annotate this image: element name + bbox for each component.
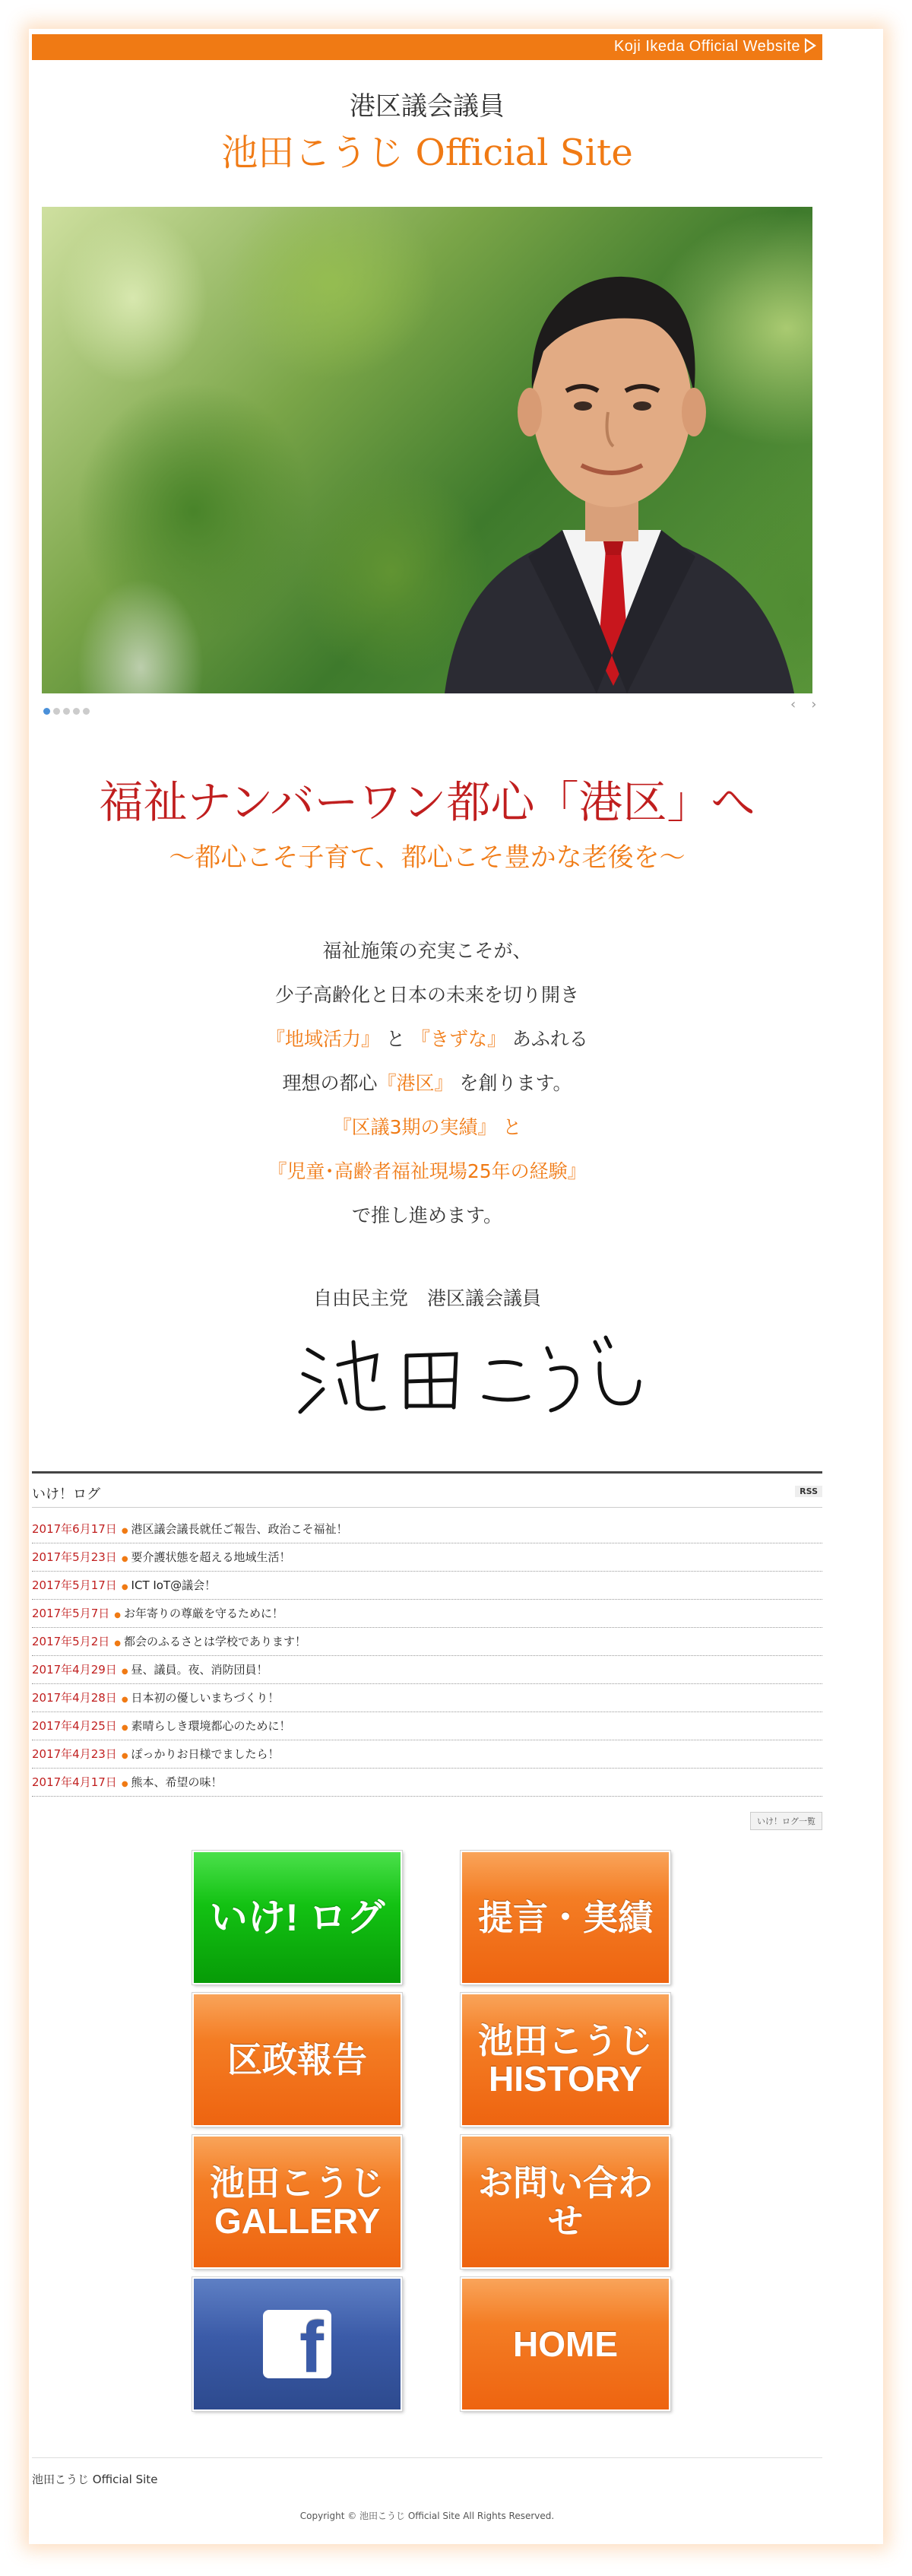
copyright: Copyright © 池田こうじ Official Site All Rights Reserved.: [299, 2511, 555, 2521]
sub-catchphrase: 〜都心こそ子育て、都心こそ豊かな老後を〜: [169, 842, 686, 873]
post-date: 2017年6月17日: [32, 1522, 117, 1536]
message-line: 福祉施策の充実こそが、: [322, 940, 532, 962]
post-title[interactable]: ぽっかりお日様でましたら！: [131, 1747, 280, 1761]
hero-slideshow[interactable]: [42, 207, 812, 693]
blog-post-list: [32, 1515, 822, 1797]
slide-indicator[interactable]: [43, 703, 93, 718]
blog-post-item[interactable]: [32, 1769, 822, 1797]
text: あふれる: [505, 1028, 588, 1050]
message-line: 『児童･高齢者福祉現場25年の経験』: [268, 1160, 587, 1182]
kusei-houkoku-button[interactable]: 区政報告: [192, 1993, 402, 2127]
history-button-label: [478, 2022, 653, 2098]
post-date: 2017年5月17日: [32, 1578, 117, 1592]
top-bar: [32, 34, 822, 60]
post-title[interactable]: 都会のふるさとは学校であります！: [124, 1635, 307, 1648]
post-date: 2017年4月23日: [32, 1747, 117, 1761]
emphasis: 『地域活力』: [266, 1028, 381, 1050]
post-date: 2017年4月17日: [32, 1775, 117, 1789]
emphasis: 『きずな』: [410, 1028, 506, 1050]
bullet-icon: ●: [121, 1555, 128, 1563]
post-title[interactable]: 港区議会議長就任ご報告、政治こそ福祉！: [131, 1522, 348, 1536]
gallery-button-label: [210, 2164, 385, 2240]
label-line: HISTORY: [489, 2059, 642, 2099]
gallery-button[interactable]: [192, 2135, 402, 2269]
blog-post-item[interactable]: [32, 1600, 822, 1628]
post-date: 2017年4月28日: [32, 1691, 117, 1705]
message-line: で推し進めます。: [351, 1204, 502, 1226]
slide-dot[interactable]: [53, 708, 60, 715]
official-website-label: Koji Ikeda Official Website: [613, 38, 800, 55]
post-date: 2017年5月7日: [32, 1607, 110, 1620]
teigen-jisseki-button[interactable]: 提言・実績: [461, 1851, 670, 1984]
slide-dot[interactable]: [83, 708, 90, 715]
post-title[interactable]: 要介護状態を超える地域生活！: [131, 1550, 291, 1564]
slide-arrows: [790, 696, 831, 712]
triangle-arrow-icon: [805, 38, 816, 53]
bullet-icon: ●: [121, 1696, 128, 1704]
emphasis: 『港区』: [377, 1072, 454, 1094]
next-arrow-icon[interactable]: ›: [811, 696, 832, 712]
main-catchphrase: 福祉ナンバーワン都心「港区」へ: [99, 776, 755, 828]
slide-dot[interactable]: [43, 708, 50, 715]
policy-message: [0, 929, 854, 1238]
post-date: 2017年5月2日: [32, 1635, 110, 1648]
text: を創ります。: [453, 1072, 572, 1094]
label-line: GALLERY: [214, 2201, 381, 2241]
official-website-link[interactable]: [614, 38, 816, 56]
message-line: [0, 1017, 854, 1061]
blog-post-item[interactable]: [32, 1572, 822, 1600]
bullet-icon: ●: [121, 1527, 128, 1535]
post-title[interactable]: お年寄りの尊厳を守るために！: [124, 1607, 284, 1620]
ikelog-button[interactable]: いけ! ログ: [192, 1851, 402, 1984]
facebook-glyph: f: [299, 2307, 324, 2388]
footer-divider: [32, 2457, 822, 2458]
message-line: [0, 1061, 854, 1106]
slide-dot[interactable]: [73, 708, 80, 715]
blog-post-item[interactable]: [32, 1656, 822, 1684]
blog-post-item[interactable]: [32, 1740, 822, 1769]
site-title[interactable]: 池田こうじ Official Site: [221, 132, 633, 174]
contact-button[interactable]: お問い合わせ: [461, 2135, 670, 2269]
slide-dot[interactable]: [63, 708, 70, 715]
post-title[interactable]: 熊本、希望の味！: [131, 1775, 223, 1789]
party-affiliation: 自由民主党 港区議会議員: [312, 1287, 541, 1309]
blog-header: [32, 1471, 822, 1508]
site-subtitle: 港区議会議員: [350, 91, 505, 122]
bullet-icon: ●: [121, 1583, 128, 1591]
footer-site-name[interactable]: 池田こうじ Official Site: [32, 2473, 158, 2486]
label-line: 池田こうじ: [478, 2021, 653, 2060]
message-line: 『区議3期の実績』 と: [332, 1116, 522, 1138]
label-line: 池田こうじ: [210, 2163, 385, 2203]
blog-post-item[interactable]: [32, 1543, 822, 1572]
prev-arrow-icon[interactable]: ‹: [790, 696, 812, 712]
blog-title: いけ！ログ: [32, 1486, 100, 1502]
signature-image: [293, 1327, 642, 1418]
blog-post-item[interactable]: [32, 1684, 822, 1712]
post-title[interactable]: 素晴らしき環境都心のために！: [131, 1719, 291, 1733]
facebook-button[interactable]: [192, 2277, 402, 2411]
post-date: 2017年4月29日: [32, 1663, 117, 1677]
post-date: 2017年4月25日: [32, 1719, 117, 1733]
hero-background-path: [72, 572, 209, 693]
bullet-icon: ●: [114, 1611, 121, 1620]
post-date: 2017年5月23日: [32, 1550, 117, 1564]
text: と: [380, 1028, 411, 1050]
portrait-photo: [414, 230, 809, 693]
blog-section: [32, 1471, 822, 1826]
bullet-icon: ●: [121, 1667, 128, 1676]
rss-button[interactable]: RSS: [795, 1486, 822, 1497]
blog-post-item[interactable]: [32, 1712, 822, 1740]
bullet-icon: ●: [114, 1639, 121, 1648]
message-line: 少子高齢化と日本の未来を切り開き: [274, 984, 579, 1006]
blog-post-item[interactable]: [32, 1628, 822, 1656]
blog-list-link[interactable]: いけ！ログ一覧: [750, 1812, 822, 1830]
home-button[interactable]: HOME: [461, 2277, 670, 2411]
bullet-icon: ●: [121, 1724, 128, 1732]
post-title[interactable]: 日本初の優しいまちづくり！: [131, 1691, 280, 1705]
post-title[interactable]: 昼、議員。夜、消防団員！: [131, 1663, 268, 1677]
post-title[interactable]: ICT IoT@議会！: [131, 1578, 217, 1592]
bullet-icon: ●: [121, 1780, 128, 1788]
blog-post-item[interactable]: [32, 1515, 822, 1543]
history-button[interactable]: [461, 1993, 670, 2127]
bullet-icon: ●: [121, 1752, 128, 1760]
facebook-icon: [263, 2307, 331, 2388]
text: 理想の都心: [282, 1072, 378, 1094]
